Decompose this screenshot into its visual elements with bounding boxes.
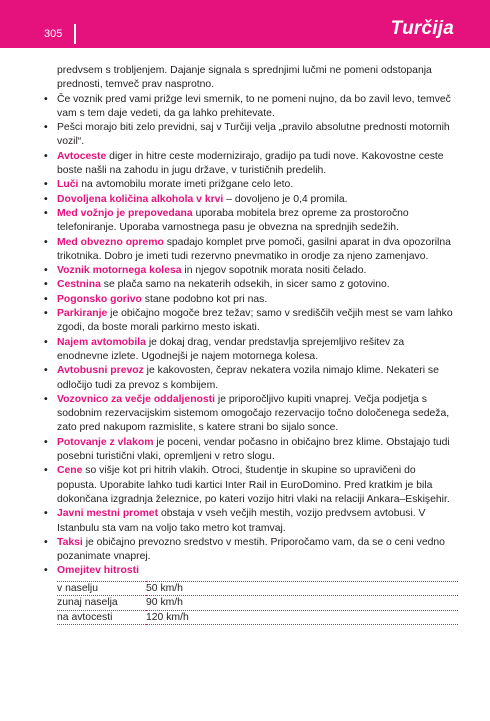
bullet-icon: • [44,365,48,377]
bullet-icon: • [44,236,48,248]
list-item [44,150,456,179]
item-keyword: Voznik motornega kolesa [57,265,182,277]
list-item [44,121,456,150]
item-keyword: Avtoceste [57,150,107,162]
item-text: je poceni, vendar počasno in običajno brez klime. Obstajajo tudi posebni turistični vlaki, opremljeni v retro slogu. [57,436,450,463]
bullet-icon: • [44,150,48,162]
bullet-icon: • [44,465,48,477]
list-item [44,436,456,465]
item-keyword: Med obvezno opremo [57,236,164,248]
item-text: diger in hitre ceste modernizirajo, gradijo pa tudi nove. Kakovostne ceste boste našli na zahodu in jugu države, v turističnih predelih. [57,150,444,177]
item-text: je običajno mogoče brez težav; samo v središčih večjih mest se vam lahko zgodi, da boste morali parkirno mesto iskati. [57,308,453,334]
item-text: na avtomobilu morate imeti prižgane celo leto. [78,179,294,191]
list-item [44,336,456,365]
list-item [44,178,456,192]
bullet-icon: • [44,265,48,277]
item-text: Če voznik pred vami prižge levi smernik, to ne pomeni nujno, da bo zavil levo, temveč vam s tem daje vedeti, da ga lahko prehitevate. [57,93,451,119]
item-text: je priporočljivo kupiti vnaprej. Večja podjetja s sodobnim rezervacijskim sistemom omogočajo rezervacijo točno določenega sedeža, zato pred nakupom razmislite, s katere strani bo sijalo sonce. [57,393,450,434]
speed-limit-table [57,581,458,626]
item-keyword: Pogonsko gorivo [57,293,142,305]
bullet-icon: • [44,293,48,305]
bullet-icon: • [44,336,48,348]
bullet-icon: • [44,536,48,548]
list-item [44,293,456,307]
item-text: so višje kot pri hitrih vlakih. Otroci, študentje in skupine so upravičeni do popusta. Uporabite lahko tudi kartici Inter Rail in EuroDomino. Pred kratkim je bila dokončana izgradnja železnice, po kateri vozijo hitri vlaki na relaciji Ankara–Eskişehir. [57,465,450,505]
item-keyword: Vozovnico za večje oddaljenosti [57,393,216,405]
item-text: Pešci morajo biti zelo previdni, saj v Turčiji velja „pravilo absolutne prednosti motornih vozil“. [57,122,450,148]
item-text: – dovoljeno je 0,4 promila. [223,193,348,205]
table-row [57,610,458,625]
page-content [44,64,456,625]
speed-value: 120 km/h [146,610,458,625]
chapter-title: Turčija [390,18,454,39]
bullet-icon: • [44,193,48,205]
bullet-icon: • [44,308,48,320]
bullet-icon: • [44,436,48,448]
item-text: stane podobno kot pri nas. [141,293,268,305]
item-keyword: Taksi [57,536,83,548]
item-keyword: Med vožnjo je prepovedana [57,207,193,219]
list-item [44,393,456,436]
page-number: 305 [44,28,63,40]
item-keyword: Cestnina [57,279,101,291]
intro-text: predvsem s trobljenjem. Dajanje signala s sprednjimi lučmi ne pomeni odstopanja prednosti, temveč prav nasprotno. [57,65,432,91]
item-text: je dokaj drag, vendar predstavlja sprejemljivo rešitev za enodnevne izlete. Ugodnejši je najem motornega kolesa. [57,336,405,362]
list-item [44,193,456,207]
list-item [44,93,456,122]
speed-value: 50 km/h [146,581,458,596]
bullet-icon: • [44,279,48,291]
bullet-icon: • [44,179,48,191]
bullet-icon: • [44,93,48,105]
speed-value: 90 km/h [146,596,458,611]
list-item [44,364,456,393]
bullet-icon: • [44,565,48,577]
list-item [44,464,456,507]
item-text: spadajo komplet prve pomoči, gasilni aparat in dva opozorilna trikotnika. Dobro je imeti tudi rezervno pnevmatiko in orodje za njeno zamenjavo. [57,236,451,262]
item-keyword: Omejitev hitrosti [57,565,139,577]
page-header [0,0,490,48]
item-text: obstaja v vseh večjih mestih, vozijo predvsem avtobusi. V Istanbulu sta vam na voljo tako metro kot tramvaj. [57,508,426,534]
list-item [44,278,456,292]
item-keyword: Luči [57,179,79,191]
bullet-icon: • [44,508,48,520]
list-item [44,236,456,265]
list-item [44,207,456,236]
item-text: uporaba mobitela brez opreme za prostoročno telefoniranje. Uporaba varnostnega pasu je obvezna na sprednjih sedežih. [57,207,409,234]
table-row [57,581,458,596]
bullet-icon: • [44,207,48,219]
item-keyword: Cene [57,465,83,477]
item-keyword: Dovoljena količina alkohola v krvi [57,193,224,205]
item-keyword: Avtobusni prevoz [57,365,144,377]
list-item [44,307,456,336]
item-keyword: Najem avtomobila [57,336,146,348]
item-keyword: Parkiranje [57,308,108,320]
speed-place: na avtocesti [57,610,146,625]
item-text: je kakovosten, čeprav nekatera vozila nimajo klime. Nekateri se odločijo tudi za prevoz s kombijem. [57,365,439,391]
item-keyword: Javni mestni promet [57,508,159,520]
item-text: in njegov sopotnik morata nositi čelado. [181,265,367,277]
item-text: se plača samo na nekaterih odsekih, in sicer samo z gotovino. [100,279,390,291]
list-item [44,536,456,565]
table-row [57,596,458,611]
header-divider [74,24,76,44]
list-item [44,564,456,578]
speed-place: v naselju [57,581,146,596]
bullet-icon: • [44,122,48,134]
bullet-icon: • [44,393,48,405]
item-keyword: Potovanje z vlakom [57,436,154,448]
list-item [44,507,456,536]
list-item [44,264,456,278]
item-text: je običajno prevozno sredstvo v mestih. Priporočamo vam, da se o ceni vedno pozanimate vnaprej. [57,536,445,563]
speed-place: zunaj naselja [57,596,146,611]
